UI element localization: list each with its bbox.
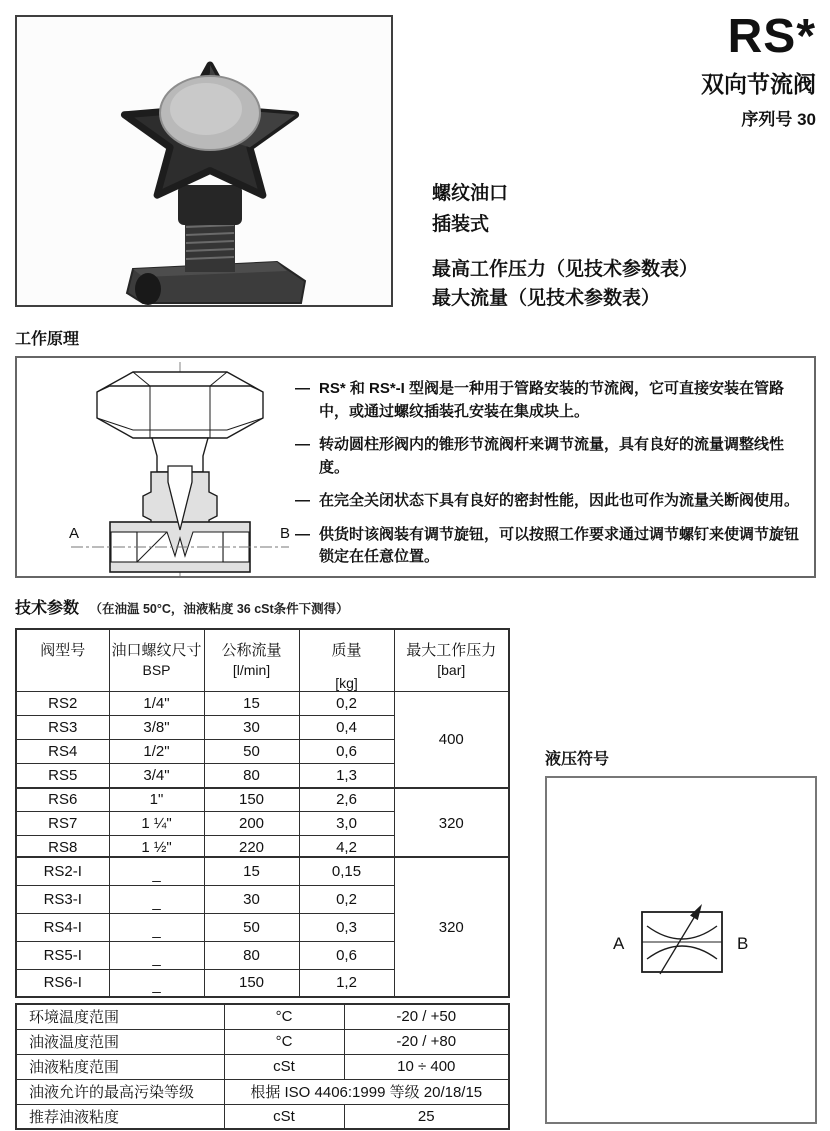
symbol-port-a-label: A [613,934,625,953]
cell-mass: 1,3 [299,764,394,788]
feature-mount-type: 插装式 [432,214,490,235]
valve-stem [185,220,235,272]
cell-value: -20 / +50 [344,1004,509,1029]
cell-bsp: 1/4" [109,692,204,716]
cell-model: RS4-I [16,913,109,941]
bullet-item [295,434,810,479]
valve-neck [178,185,242,225]
page-title: RS* [727,10,816,63]
cell-unit: °C [224,1029,344,1054]
col-header-bsp: 油口螺纹尺寸 BSP [109,629,204,692]
cell-flow: 80 [204,764,299,788]
cell-merged-value: 根据 ISO 4406:1999 等级 20/18/15 [224,1079,509,1104]
bullet-dash: — [295,492,310,509]
bullet-text: RS* 和 RS*-I 型阀是一种用于管路安装的节流阀，它可直接安装在管路中，或通过螺纹插装孔安装在集成块上。 [319,380,785,420]
knob-cap-highlight [170,83,242,135]
cell-model: RS7 [16,812,109,836]
table-row [16,692,509,716]
spec-table-header-row [16,629,509,692]
cell-model: RS2-I [16,857,109,885]
cell-mass: 4,2 [299,836,394,860]
cell-pressure-group: 320 [394,857,509,997]
environment-table [15,1003,510,1130]
series-number: 序列号 30 [741,110,816,130]
cell-flow: 150 [204,788,299,812]
cell-pressure-group: 320 [394,788,509,860]
cell-model: RS6 [16,788,109,812]
cell-value: 10 ÷ 400 [344,1054,509,1079]
cell-value: -20 / +80 [344,1029,509,1054]
cell-bsp: _ [109,972,204,1000]
symbol-port-b-label: B [737,934,749,953]
cell-label: 油液温度范围 [16,1029,224,1054]
cell-mass: 0,2 [299,692,394,716]
table-row [16,788,509,812]
cell-model: RS5-I [16,941,109,969]
cell-flow: 80 [204,941,299,969]
port-b-label: B [280,525,291,542]
cell-flow: 200 [204,812,299,836]
symbol-adjust-arrow-shaft [660,916,695,974]
cell-mass: 0,2 [299,885,394,913]
spec-table-rs [15,628,510,861]
col-header-mass: 质量 [kg] [299,629,394,692]
feature-max-pressure: 最高工作压力（见技术参数表） [432,259,699,280]
bullet-text: 在完全关闭状态下具有良好的密封性能，因此也可作为流量关断阀使用。 [319,492,800,509]
cell-bsp: _ [109,916,204,944]
drawing-knob [97,372,263,438]
product-photo [17,17,391,305]
feature-max-flow: 最大流量（见技术参数表） [432,288,661,309]
cell-mass: 0,6 [299,740,394,764]
port-a-label: A [69,525,80,542]
brand-block [701,12,816,130]
cell-model: RS2 [16,692,109,716]
working-principle-bullets [295,378,810,580]
table-row [16,1079,509,1104]
cell-mass: 1,2 [299,969,394,997]
product-photo-frame [15,15,393,307]
spec-table-rsi [15,856,510,998]
bullet-dash: — [295,525,310,543]
cell-model: RS3-I [16,885,109,913]
valve-cross-section-drawing [55,360,305,578]
cell-pressure-group: 400 [394,692,509,788]
cell-flow: 15 [204,692,299,716]
cell-label: 油液粘度范围 [16,1054,224,1079]
bullet-item [295,378,810,423]
cell-label: 推荐油液粘度 [16,1104,224,1129]
cell-mass: 0,3 [299,913,394,941]
col-header-model: 阀型号 [16,629,109,692]
cell-mass: 0,6 [299,941,394,969]
cell-bsp: 1 ¼" [109,812,204,836]
cell-flow: 50 [204,913,299,941]
cell-mass: 0,4 [299,716,394,740]
cell-bsp: 3/8" [109,716,204,740]
bullet-dash: — [295,380,310,397]
bullet-item [295,524,810,569]
cell-mass: 0,15 [299,857,394,885]
working-principle-title: 工作原理 [15,331,80,348]
cell-bsp: 1" [109,788,204,812]
table-row [16,1104,509,1129]
cell-bsp: 1 ½" [109,836,204,860]
cell-model: RS3 [16,716,109,740]
bullet-item [295,490,810,513]
feature-list [432,184,698,308]
cell-model: RS6-I [16,969,109,997]
tech-params-title: 技术参数 [15,600,80,617]
symbol-throttle-arc-bottom [647,946,717,959]
cell-bsp: _ [109,944,204,972]
tech-params-heading [15,595,349,618]
bullet-text: 供货时该阀装有调节旋钮，可以按照工作要求通过调节螺钉来使调节旋钮锁定在任意位置。 [319,525,800,565]
cell-bsp: _ [109,888,204,916]
feature-port-type: 螺纹油口 [432,183,509,204]
cell-mass: 2,6 [299,788,394,812]
table-row [16,1029,509,1054]
cell-bsp: 3/4" [109,764,204,788]
hydraulic-symbol-panel [545,776,817,1124]
table-row [16,857,509,885]
valve-port-hole [135,273,161,305]
cell-bsp: _ [109,860,204,888]
bullet-text: 转动圆柱形阀内的锥形节流阀杆来调节流量，具有良好的流量调整线性度。 [319,436,785,476]
table-row [16,1054,509,1079]
hydraulic-symbol-title: 液压符号 [545,751,610,768]
cell-mass: 3,0 [299,812,394,836]
col-header-pressure: 最大工作压力 [bar] [394,629,509,692]
cell-unit: cSt [224,1104,344,1129]
cell-unit: cSt [224,1054,344,1079]
cell-value: 25 [344,1104,509,1129]
cell-flow: 50 [204,740,299,764]
working-principle-panel [15,356,816,578]
hydraulic-symbol-drawing [547,778,815,1122]
cell-label: 环境温度范围 [16,1004,224,1029]
table-row [16,1004,509,1029]
cell-label: 油液允许的最高污染等级 [16,1079,224,1104]
cell-model: RS8 [16,836,109,860]
cell-model: RS4 [16,740,109,764]
cell-unit: °C [224,1004,344,1029]
cell-bsp: 1/2" [109,740,204,764]
cell-flow: 15 [204,857,299,885]
cell-model: RS5 [16,764,109,788]
col-header-flow: 公称流量 [l/min] [204,629,299,692]
cell-flow: 30 [204,716,299,740]
cell-flow: 220 [204,836,299,860]
valve-type-subtitle: 双向节流阀 [701,71,816,98]
bullet-dash: — [295,436,310,453]
cell-flow: 150 [204,969,299,997]
cell-flow: 30 [204,885,299,913]
tech-params-note: （在油温 50°C，油液粘度 36 cSt条件下测得） [89,602,349,616]
